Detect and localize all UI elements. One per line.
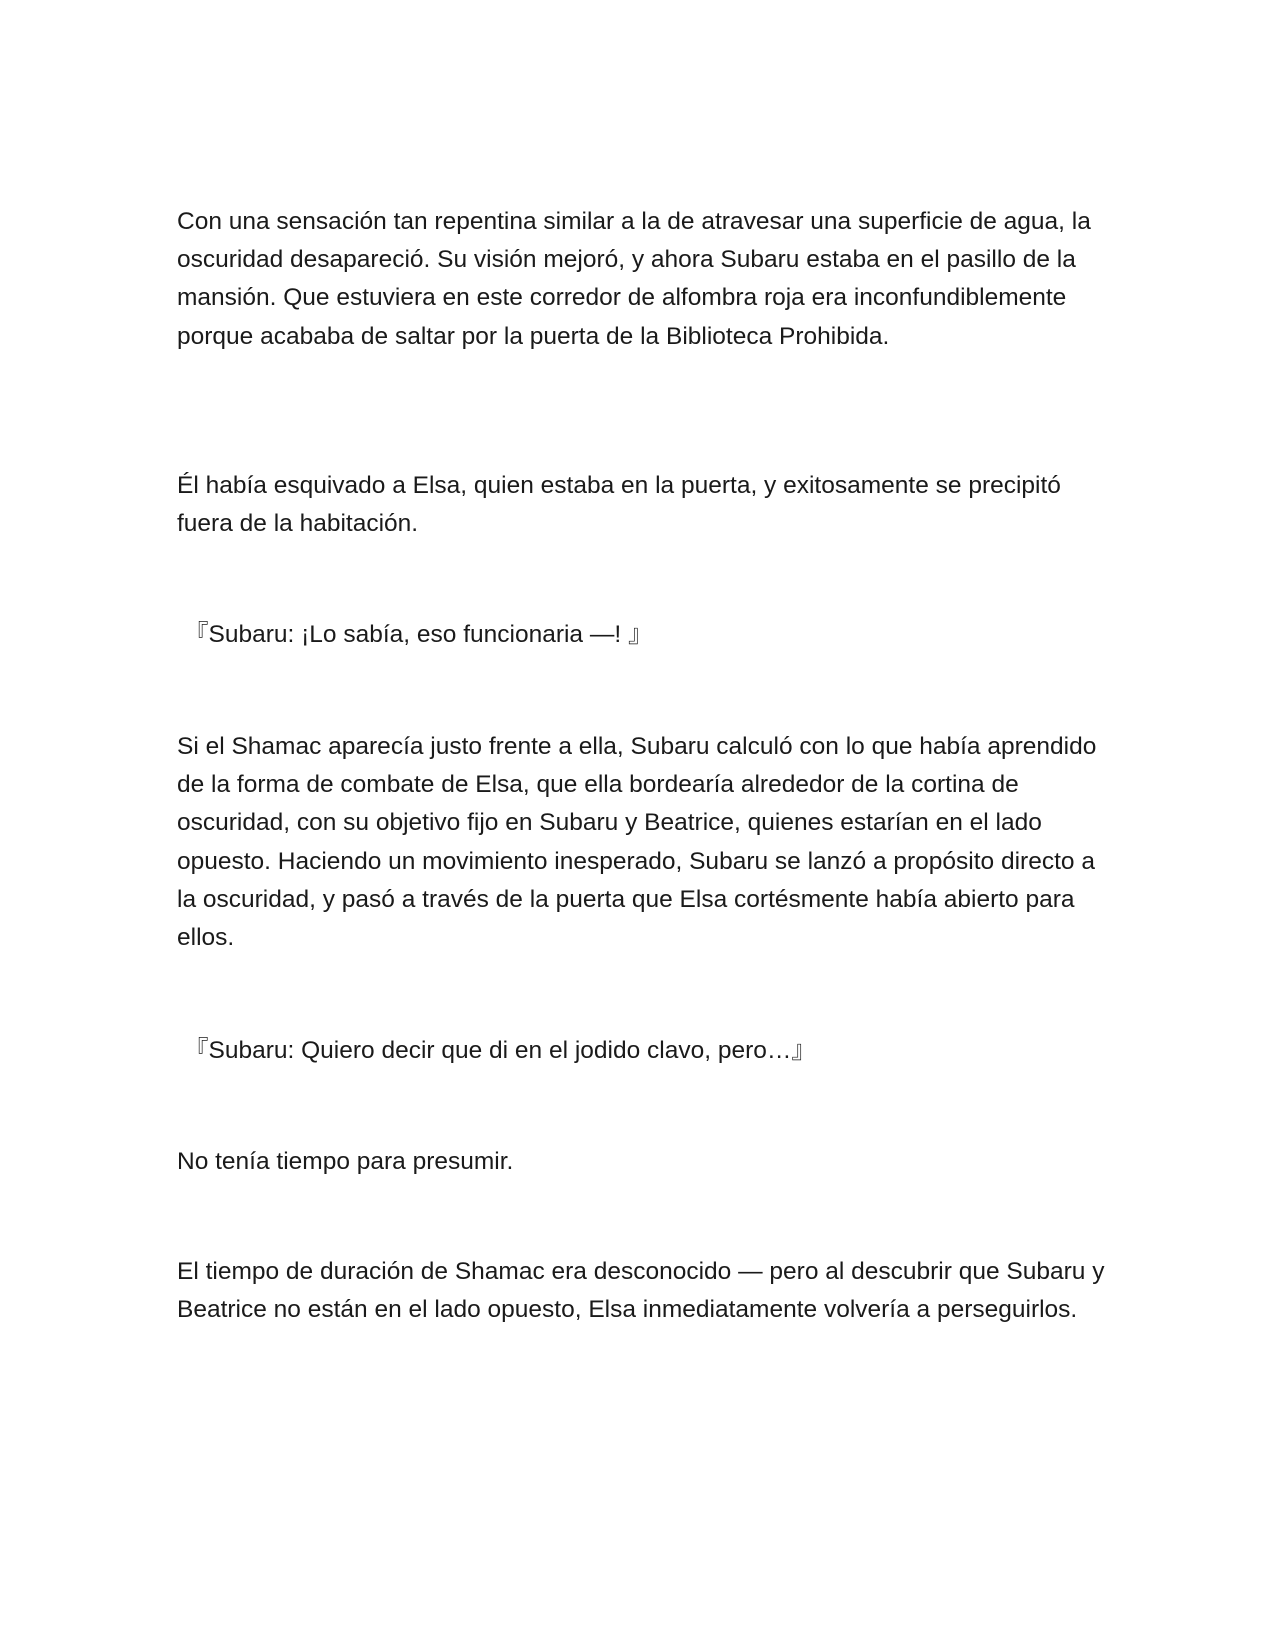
paragraph-2: Él había esquivado a Elsa, quien estaba en la puerta, y exitosamente se precipitó fuera de la habitación. — [177, 472, 1061, 538]
dialogue-line-1: 『Subaru: ¡Lo sabía, eso funcionaria —! 』 — [184, 621, 653, 648]
paragraph-5: El tiempo de duración de Shamac era desconocido — pero al descubrir que Subaru y Beatrice no están en el lado opuesto, Elsa inmediatamente volvería a perseguirlos. — [177, 1258, 1105, 1324]
dialogue-line-2: 『Subaru: Quiero decir que di en el jodido clavo, pero…』 — [184, 1037, 816, 1064]
paragraph-4: No tenía tiempo para presumir. — [177, 1148, 514, 1175]
paragraph-1: Con una sensación tan repentina similar a la de atravesar una superficie de agua, la oscuridad desapareció. Su visión mejoró, y ahora Subaru estaba en el pasillo de la mansión. Que estuviera en este corredor de alfombra roja era inconfundiblemente porque acababa de saltar por la puerta de la Biblioteca Prohibida. — [177, 208, 1091, 350]
paragraph-3: Si el Shamac aparecía justo frente a ella, Subaru calculó con lo que había aprendido de la forma de combate de Elsa, que ella bordearía alrededor de la cortina de oscuridad, con su objetivo fijo en Subaru y Beatrice, quienes estarían en el lado opuesto. Haciendo un movimiento inesperado, Subaru se lanzó a propósito directo a la oscuridad, y pasó a través de la puerta que Elsa cortésmente había abierto para ellos. — [177, 733, 1097, 952]
